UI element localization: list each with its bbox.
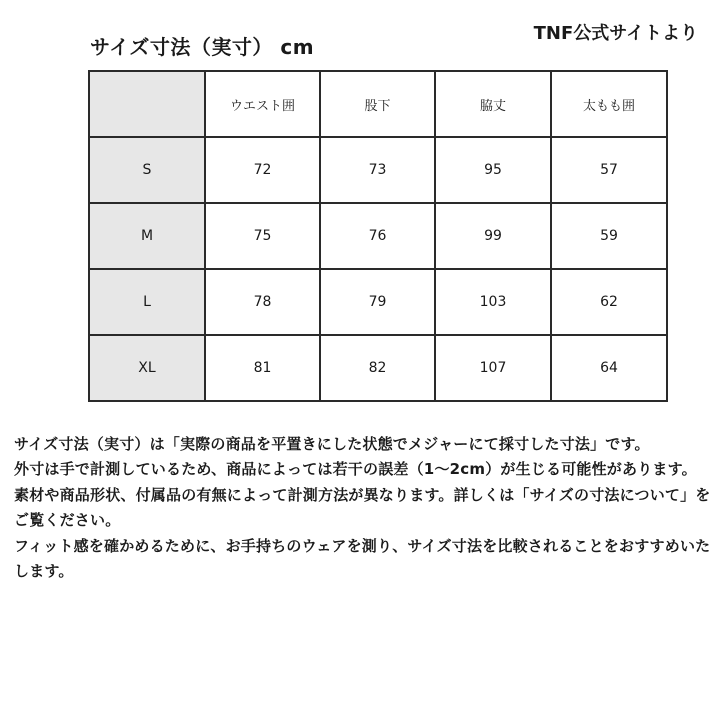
notes-section (14, 432, 714, 584)
column-header-outseam: 脇丈 (435, 71, 551, 137)
table-cell: 76 (320, 203, 435, 269)
note-paragraph: サイズ寸法（実寸）は「実際の商品を平置きにした状態でメジャーにて採寸した寸法」です。 (14, 435, 650, 453)
table-cell: 82 (320, 335, 435, 401)
column-header-inseam: 股下 (320, 71, 435, 137)
row-header-size: XL (89, 335, 205, 401)
row-header-size: M (89, 203, 205, 269)
table-cell: 75 (205, 203, 320, 269)
table-cell: 81 (205, 335, 320, 401)
size-table (88, 70, 668, 402)
table-cell: 99 (435, 203, 551, 269)
row-header-size: L (89, 269, 205, 335)
table-row (89, 203, 667, 269)
note-paragraph: 外寸は手で計測しているため、商品によっては若干の誤差（1〜2cm）が生じる可能性があります。 (14, 460, 697, 479)
table-cell: 73 (320, 137, 435, 203)
table-cell: 72 (205, 137, 320, 203)
table-row (89, 137, 667, 203)
row-header-size: S (89, 137, 205, 203)
table-cell: 78 (205, 269, 320, 335)
column-header-thigh: 太もも囲 (551, 71, 667, 137)
table-cell: 107 (435, 335, 551, 401)
column-header-waist: ウエスト囲 (205, 71, 320, 137)
table-cell: 103 (435, 269, 551, 335)
table-cell: 64 (551, 335, 667, 401)
table-header-row (89, 71, 667, 137)
table-cell: 57 (551, 137, 667, 203)
table-cell: 95 (435, 137, 551, 203)
note-paragraph: 素材や商品形状、付属品の有無によって計測方法が異なります。詳しくは「サイズの寸法について」をご覧ください。 (14, 485, 711, 530)
table-row (89, 269, 667, 335)
table-cell: 59 (551, 203, 667, 269)
table-cell: 62 (551, 269, 667, 335)
table-row (89, 335, 667, 401)
source-note: TNF公式サイトより (533, 23, 698, 44)
note-paragraph: フィット感を確かめるために、お手持ちのウェアを測り、サイズ寸法を比較されることをおすすめいたします。 (14, 536, 711, 581)
table-corner-cell (89, 71, 205, 137)
table-cell: 79 (320, 269, 435, 335)
page-title: サイズ寸法（実寸） cm (90, 35, 315, 59)
